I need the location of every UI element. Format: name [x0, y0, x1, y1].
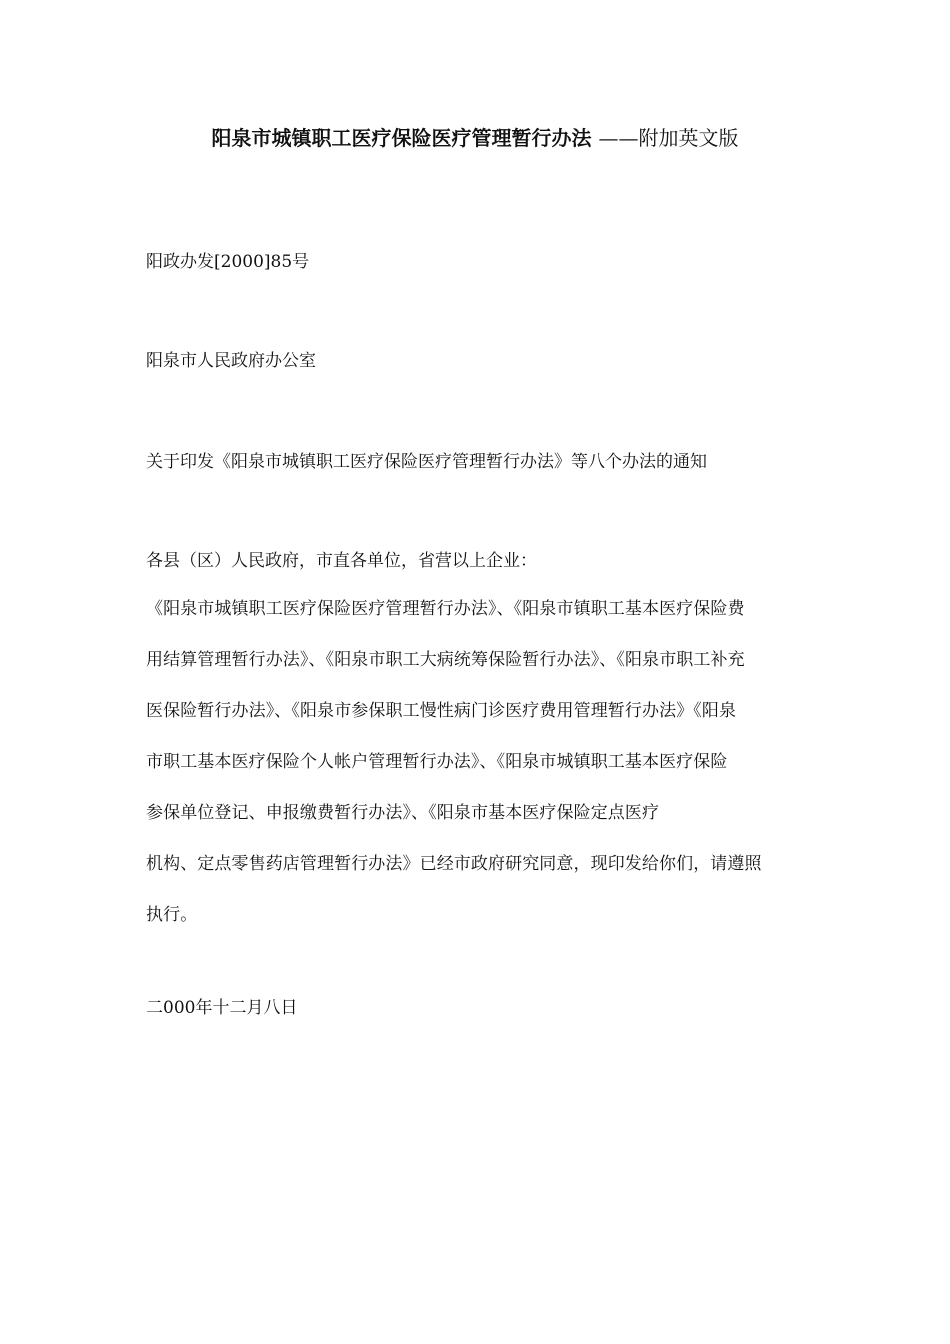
body-line: 医保险暂行办法》、《阳泉市参保职工慢性病门诊医疗费用管理暂行办法》《阳泉 [146, 701, 737, 721]
notice-title: 关于印发《阳泉市城镇职工医疗保险医疗管理暂行办法》等八个办法的通知 [146, 452, 707, 472]
issue-date: 二000年十二月八日 [146, 998, 298, 1018]
body-line: 参保单位登记、申报缴费暂行办法》、《阳泉市基本医疗保险定点医疗 [146, 803, 660, 823]
document-title [0, 124, 950, 152]
title-suffix: ——附加英文版 [598, 126, 739, 150]
body-line: 机构、定点零售药店管理暂行办法》已经市政府研究同意，现印发给你们，请遵照 [146, 854, 762, 874]
body-line: 用结算管理暂行办法》、《阳泉市职工大病统筹保险暂行办法》、《阳泉市职工补充 [146, 650, 745, 670]
body-line: 市职工基本医疗保险个人帐户管理暂行办法》、《阳泉市城镇职工基本医疗保险 [146, 752, 728, 772]
body-line: 执行。 [146, 905, 198, 925]
notice-body [146, 597, 810, 954]
addressees: 各县（区）人民政府，市直各单位，省营以上企业： [146, 551, 537, 571]
title-main: 阳泉市城镇职工医疗保险医疗管理暂行办法 [211, 126, 592, 150]
body-line: 《阳泉市城镇职工医疗保险医疗管理暂行办法》、《阳泉市镇职工基本医疗保险费 [146, 599, 745, 619]
issuer: 阳泉市人民政府办公室 [146, 351, 316, 371]
document-number: 阳政办发[2000]85号 [146, 252, 310, 272]
